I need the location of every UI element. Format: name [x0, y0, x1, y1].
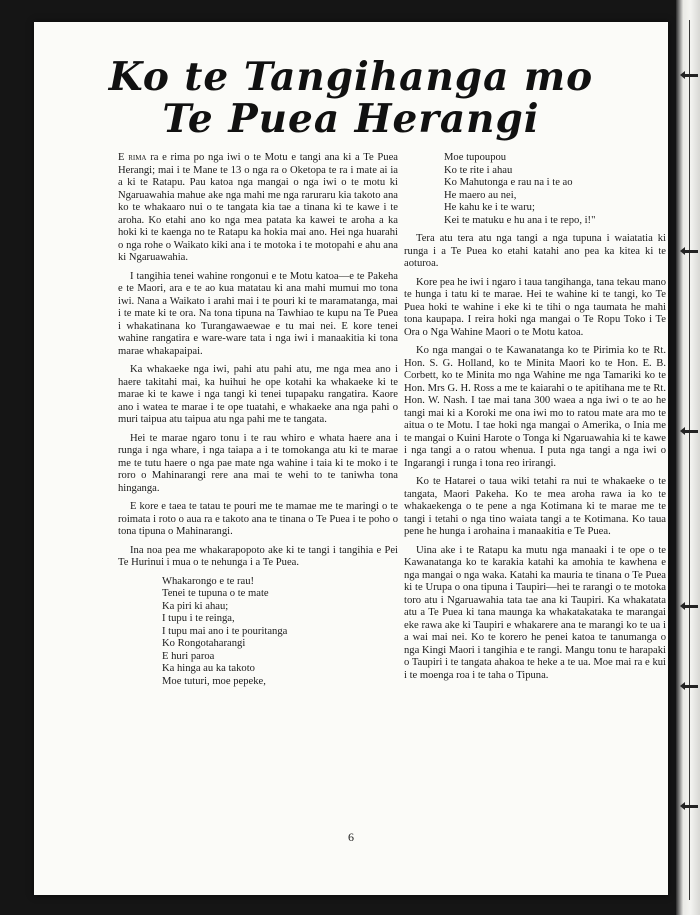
lament-poem [162, 576, 398, 689]
poem-line: I tupu i te reinga, [162, 613, 235, 624]
drop-lead: E rima [118, 152, 147, 163]
poem-line: Ko te rite i ahau [444, 164, 513, 176]
poem-line: Ka hinga au ka takoto [162, 663, 255, 674]
poem-line: He kahu ke i te waru; [444, 202, 535, 213]
ruler-tick [684, 250, 698, 253]
paragraph: I tangihia tenei wahine rongonui e te Motu katoa—e te Pakeha e te Maori, ara e te ao kua matatau ki ana mahi mumui mo tona iwi. Nana a Waikato i arahi mai i te pouri ki te maramatanga, mai i te mate ki te ora. Na tona tipuna na Tawhiao te kupu na Te Puea i whakatinana ko Turangawaewae e tu mai nei. E kore tenei wahine rangatira e ware-ware tata i nga iwi i manaakitia ki tona marae whakapaipai. [118, 270, 398, 357]
paragraph: Ko te Hatarei o taua wiki tetahi ra nui te whakaeke o te tangata, Maori Pakeha. Ko te mea aroha rawa ia ko te whakaekenga o te pene a nga Kotimana ki te marae me te tangi i tetahi o nga tino waiata tangi a te Kotimana. Ko taua pene he hunga i arohaina i manaakitia e Te Puea. [404, 476, 666, 537]
poem-line: Moe tuturi, moe pepeke, [162, 675, 266, 687]
ruler-tick [684, 805, 698, 808]
paragraph-text: ra e rima po nga iwi o te Motu e tangi ana ki a Te Puea Herangi; mai i te Mane te 13 o nga ra o Oketopa te ra i mate ai ia a ki te Ratapu. Pau katoa nga mangai o nga iwi o te motu ki Ngaruawahia mahue ake nga mahi me nga raruraru kia takoto ana ko te whakaaro nui o te tangata kia tae a tinana ki te kawe i te aroha. Ko etahi ano ko nga mea patata ka kawei te aroha a ka hoki ki te kaenga no te Ratapu ka hokia mai ano. Hei nga huarahi o nga rohe o Waikato kiki ana i te motoka i te motopahi e ahu ana ki Ngaruawahia. [118, 152, 398, 263]
paragraph [118, 152, 398, 265]
paragraph: Uina ake i te Ratapu ka mutu nga manaaki i te ope o te Kawanatanga ko te karakia katahi ka amohia te kawhena e nga mangai o nga waka. Katahi ka mauria te tinana o Te Puea ki te Urupa o ona tipuna i Taupiri—hei te rarangi o te motoka toro atu i Ngaruawahia tata tae ana ki Taupiri. Ka whakatata atu a Te Puea ki tana maunga ka whakatakataka te marangai eke rawa ake ki Taupiri e whakarere ana te marangi ko te ua i a wai mai nei. Ko te korero he penei katoa te tanumanga o nga Kingi Maori i tangihia e te rangi. Mangu tonu te harapaki o Taupiri i te tangata ahakoa te heke a te ua. Moe mai ra e kui i te moenga roa i te taha o Tipuna. [404, 544, 666, 681]
lament-poem-continued [444, 152, 666, 227]
poem-line: Ko Mahutonga e rau na i te ao [444, 177, 573, 188]
paragraph: Hei te marae ngaro tonu i te rau whiro e whata haere ana i runga i nga whare, i nga taiapa a i te tomokanga atu ki te marae me te tutu haere o nga pae mate nga wahine i taia ki te moko i te roro o Mahinarangi rere ana mai te wehi to te taniwha tona hinganga. [118, 432, 398, 494]
right-column [404, 152, 666, 688]
poem-line: I tupu mai ano i te pouritanga [162, 625, 288, 637]
paragraph: Ko nga mangai o te Kawanatanga ko te Pirimia ko te Rt. Hon. S. G. Holland, ko te Minita Maori ko te Hon. E. B. Corbett, ko te Minita mo nga Wahine me nga Tamariki ko te Hon. Mrs G. H. Ross a me te kaiarahi o te apitihana me te Rt. Hon. W. Nash. I tae mai tana 300 waea a nga iwi o te ao he tangi mai ki a Koroki me ona iwi mo to ratou mate ara mo te aitua o te Motu. I tae hoki nga mangai o Amerika, o Inia me te mangai o Kuini Harote o Tonga ki Ngaruawahia ki te kawe i nga tangi a o ratou whenua. I puta nga tangi a nga iwi o Ingarangi i runga i tona reo irirangi. [404, 345, 666, 469]
ruler-tick [684, 74, 698, 77]
title-line-2: Te Puea Herangi [162, 96, 540, 142]
poem-line: Whakarongo e te rau! [162, 575, 255, 587]
poem-line: Kei te matuku e hu ana i te repo, i!" [444, 214, 596, 226]
poem-line: Moe tupoupou [444, 152, 507, 163]
ruler-tick [684, 685, 698, 688]
paragraph: Tera atu tera atu nga tangi a nga tupuna i waiatatia ki runga i a Te Puea ko etahi katahi ano pea ka kitea ki te aoturoa. [404, 233, 666, 269]
poem-line: E huri paroa [162, 650, 215, 662]
ruler-tick [684, 430, 698, 433]
magazine-page [34, 22, 668, 895]
left-column [118, 152, 398, 694]
poem-line: Ka piri ki ahau; [162, 600, 229, 612]
paragraph: Ka whakaeke nga iwi, pahi atu pahi atu, me nga mea ano i haere takitahi mai, ka huihui he ope kotahi ka whakaeke ki te marae ki te kawe i nga tangi ki tenei tupapaku rangatira. Kaore ano i watea te marae i te ope tuatahi, e whakaeke ana nga pahi o muri taipua atu taipua atu nga pahi me te tangata. [118, 364, 398, 425]
next-page-edge [676, 0, 700, 915]
edge-rule [689, 20, 690, 900]
ruler-tick [684, 605, 698, 608]
paragraph: Ina noa pea me whakarapopoto ake ki te tangi i tangihia e Pei Te Hurinui i mua o te nehunga i a Te Puea. [118, 544, 398, 568]
poem-line: Tenei te tupuna o te mate [162, 588, 269, 599]
poem-line: He maero au nei, [444, 189, 517, 201]
paragraph: E kore e taea te tatau te pouri me te mamae me te maringi o te roimata i roto o aua ra e takoto ana te tinana o Te Puea i te poho o tona tipuna o Mahinarangi. [118, 501, 398, 537]
poem-line: Ko Rongotaharangi [162, 638, 246, 649]
article-title [34, 56, 668, 140]
title-line-1: Ko te Tangihanga mo [108, 54, 594, 100]
page-number: 6 [348, 830, 354, 844]
paragraph: Kore pea he iwi i ngaro i taua tangihanga, tana tekau mano te hunga i tatu ki te marae. Hei te wahine ki te tangi, ko Te Puea hoki te wahine i eke ki te tihi o nga taumata he mahi tona kaupapa. I reira hoki nga mangai o Te Ropu Toko i Te Ora o Nga Wahine Maori o te Motu katoa. [404, 276, 666, 338]
